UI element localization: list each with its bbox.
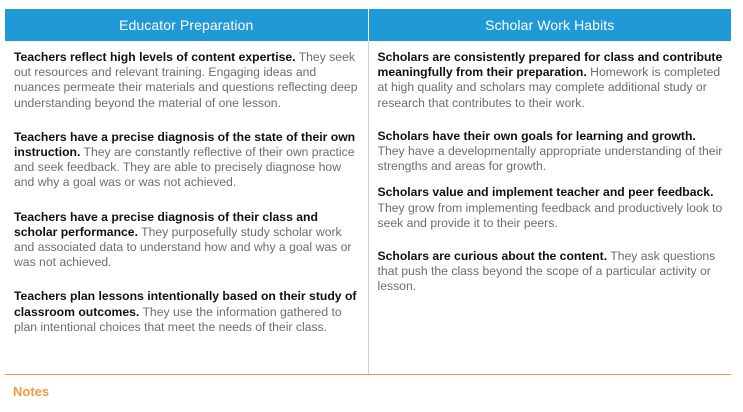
item-heading: Teachers reflect high levels of content expertise. [14, 50, 296, 64]
educator-column [5, 41, 368, 374]
item-heading: Teachers plan lessons intentionally based on their study of classroom outcomes. [14, 289, 357, 319]
item-heading: Teachers have a precise diagnosis of the state of their own instruction. [14, 129, 356, 160]
scholar-item [378, 185, 726, 231]
educator-item [14, 130, 362, 191]
table-body [5, 41, 731, 375]
scholar-item [378, 50, 726, 111]
item-description: They purposefully study scholar work and associated data to understand how and why a goal was or was not achieved. [14, 224, 352, 270]
educator-item [14, 289, 362, 335]
item-description: They ask questions that push the class beyond the scope of a particular activity or lesson. [377, 249, 716, 294]
notes-heading: Notes [13, 384, 50, 399]
item-description: They use the information gathered to plan intentional choices that meet the needs of their class. [14, 304, 342, 334]
header-educator-preparation: Educator Preparation [119, 17, 254, 33]
item-heading: Scholars are curious about the content. [377, 249, 608, 264]
educator-item [14, 210, 362, 271]
rubric-table [5, 9, 731, 375]
item-heading: Teachers have a precise diagnosis of their class and scholar performance. [14, 209, 318, 239]
item-heading: Scholars have their own goals for learning and growth. [377, 128, 696, 143]
scholar-item [378, 129, 726, 175]
educator-item [14, 50, 362, 111]
item-description: They grow from implementing feedback and productively look to seek and provide it to their peers. [377, 200, 723, 230]
header-scholar-work-habits: Scholar Work Habits [368, 9, 732, 41]
scholar-item [378, 249, 726, 295]
item-description: Homework is completed at high quality and scholars may complete additional study or research that contributes to their work. [377, 65, 721, 110]
item-description: They seek out resources and relevant training. Engaging ideas and nuances permeate their materials and questions reflecting deep understanding beyond the material of one lesson. [14, 50, 358, 110]
item-heading: Scholars are consistently prepared for class and contribute meaningfully from their preparation. [377, 50, 723, 80]
item-description: They are constantly reflective of their own practice and seek feedback. They are able to precisely diagnose how and why a goal was or was not achieved. [14, 145, 355, 190]
item-description: They have a developmentally appropriate understanding of their strengths and areas for growth. [377, 144, 723, 174]
scholar-column [368, 41, 732, 374]
item-heading: Scholars value and implement teacher and peer feedback. [377, 185, 714, 200]
table-header [5, 9, 731, 41]
